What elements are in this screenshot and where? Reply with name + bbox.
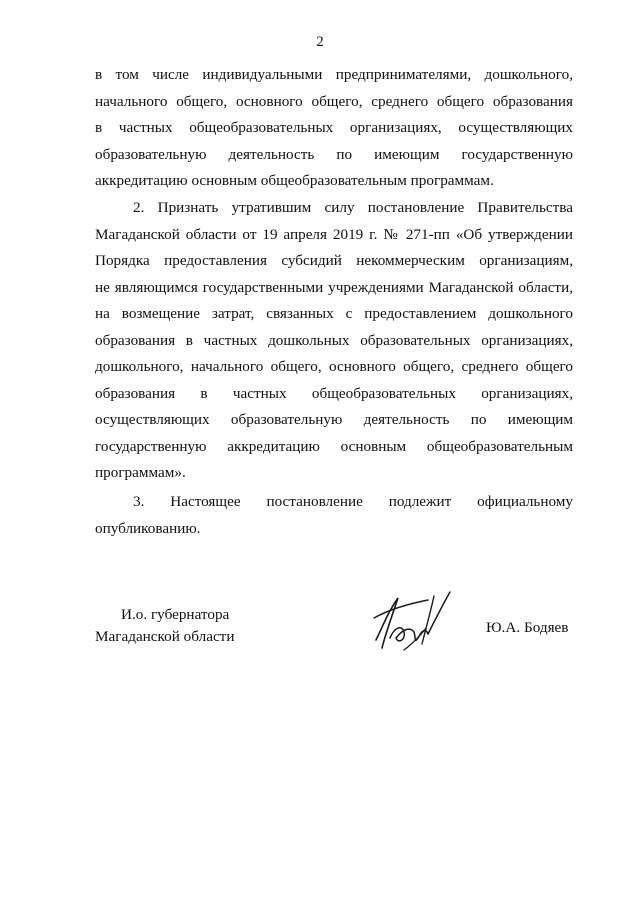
signatory-name: Ю.А. Бодяев <box>486 619 569 636</box>
text-line: образования в частных дошкольных образовательных организациях, <box>95 331 573 349</box>
text-line: в том числе индивидуальными предпринимателями, дошкольного, <box>95 66 573 83</box>
text-line: в частных общеобразовательных организациях, осуществляющих <box>95 119 573 136</box>
page-number: 2 <box>316 34 324 50</box>
text-line: Порядка предоставления субсидий некоммерческим организациям, <box>95 252 573 269</box>
text-line: аккредитацию основным общеобразовательным программам. <box>95 172 494 189</box>
text-line: образовательную деятельность по имеющим государственную <box>95 145 573 163</box>
paragraph-2 <box>95 195 573 487</box>
position-line: И.о. губернатора <box>121 606 230 623</box>
text-line: 2. Признать утратившим силу постановление Правительства <box>133 199 573 216</box>
text-line: программам». <box>95 464 186 481</box>
text-line: опубликованию. <box>95 519 201 537</box>
paragraph-3 <box>95 489 573 542</box>
text-line: государственную аккредитацию основным общеобразовательным <box>95 437 573 455</box>
text-line: начального общего, основного общего, среднего общего образования <box>95 92 573 110</box>
position-line: Магаданской области <box>95 628 235 645</box>
text-line: Магаданской области от 19 апреля 2019 г. № 271-пп «Об утверждении <box>95 225 573 243</box>
text-line: 3. Настоящее постановление подлежит официальному <box>133 493 573 510</box>
text-line: дошкольного, начального общего, основного общего, среднего общего <box>95 358 573 375</box>
handwritten-signature <box>368 588 454 658</box>
text-line: образования в частных общеобразовательных организациях, <box>95 384 573 402</box>
text-line: осуществляющих образовательную деятельность по имеющим <box>95 411 573 428</box>
signatory-position <box>95 604 295 648</box>
text-line: не являющимся государственными учреждениями Магаданской области, <box>95 278 573 296</box>
paragraph-1 <box>95 62 573 195</box>
text-line: на возмещение затрат, связанных с предоставлением дошкольного <box>95 305 573 322</box>
